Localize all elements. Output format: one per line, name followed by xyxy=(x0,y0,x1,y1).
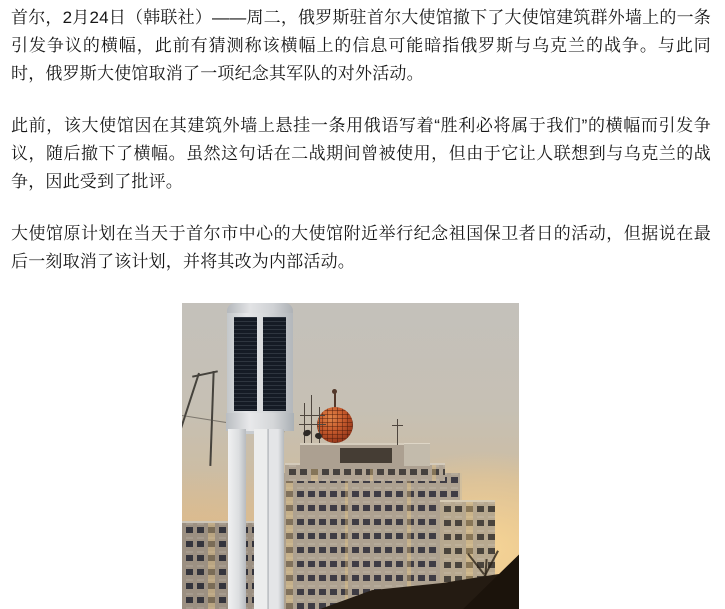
antenna-crossbar xyxy=(300,415,325,416)
antenna-icon xyxy=(311,395,312,443)
bell-tower-right-leg xyxy=(254,429,284,609)
bell-tower-louver-panel xyxy=(263,317,286,411)
small-antenna-crossbar xyxy=(392,425,403,426)
article-paragraph: 首尔，2月24日（韩联社）——周二，俄罗斯驻首尔大使馆撤下了大使馆建筑群外墙上的一条引发争议的横幅，此前有猜测称该横幅上的信息可能暗指俄罗斯与乌克兰的战争。与此同时，俄罗斯大使馆取消了一项纪念其军队的对外活动。 xyxy=(11,8,711,83)
article-photo xyxy=(182,303,519,609)
antenna-icon xyxy=(304,403,305,443)
bell-tower-brace xyxy=(246,431,254,434)
small-antenna xyxy=(397,419,398,445)
bell-tower-left-leg xyxy=(228,429,246,609)
penthouse-recess xyxy=(340,448,392,463)
bell-tower-louver-panel xyxy=(234,317,257,411)
penthouse-rooftop-box xyxy=(404,443,430,466)
article-paragraph: 此前，该大使馆因在其建筑外墙上悬挂一条用俄语写着“胜利必将属于我们”的横幅而引发争议，随后撤下了横幅。虽然这句话在二战期间曾被使用，但由于它让人联想到与乌克兰的战争，因此受到了批评。 xyxy=(11,116,711,191)
antenna-crossbar xyxy=(299,424,326,425)
globe-spire-knob xyxy=(332,389,337,394)
article-paragraph: 大使馆原计划在当天于首尔市中心的大使馆附近举行纪念祖国保卫者日的活动，但据说在最后一刻取消了该计划，并将其改为内部活动。 xyxy=(11,224,711,271)
globe-ornament xyxy=(317,407,353,443)
